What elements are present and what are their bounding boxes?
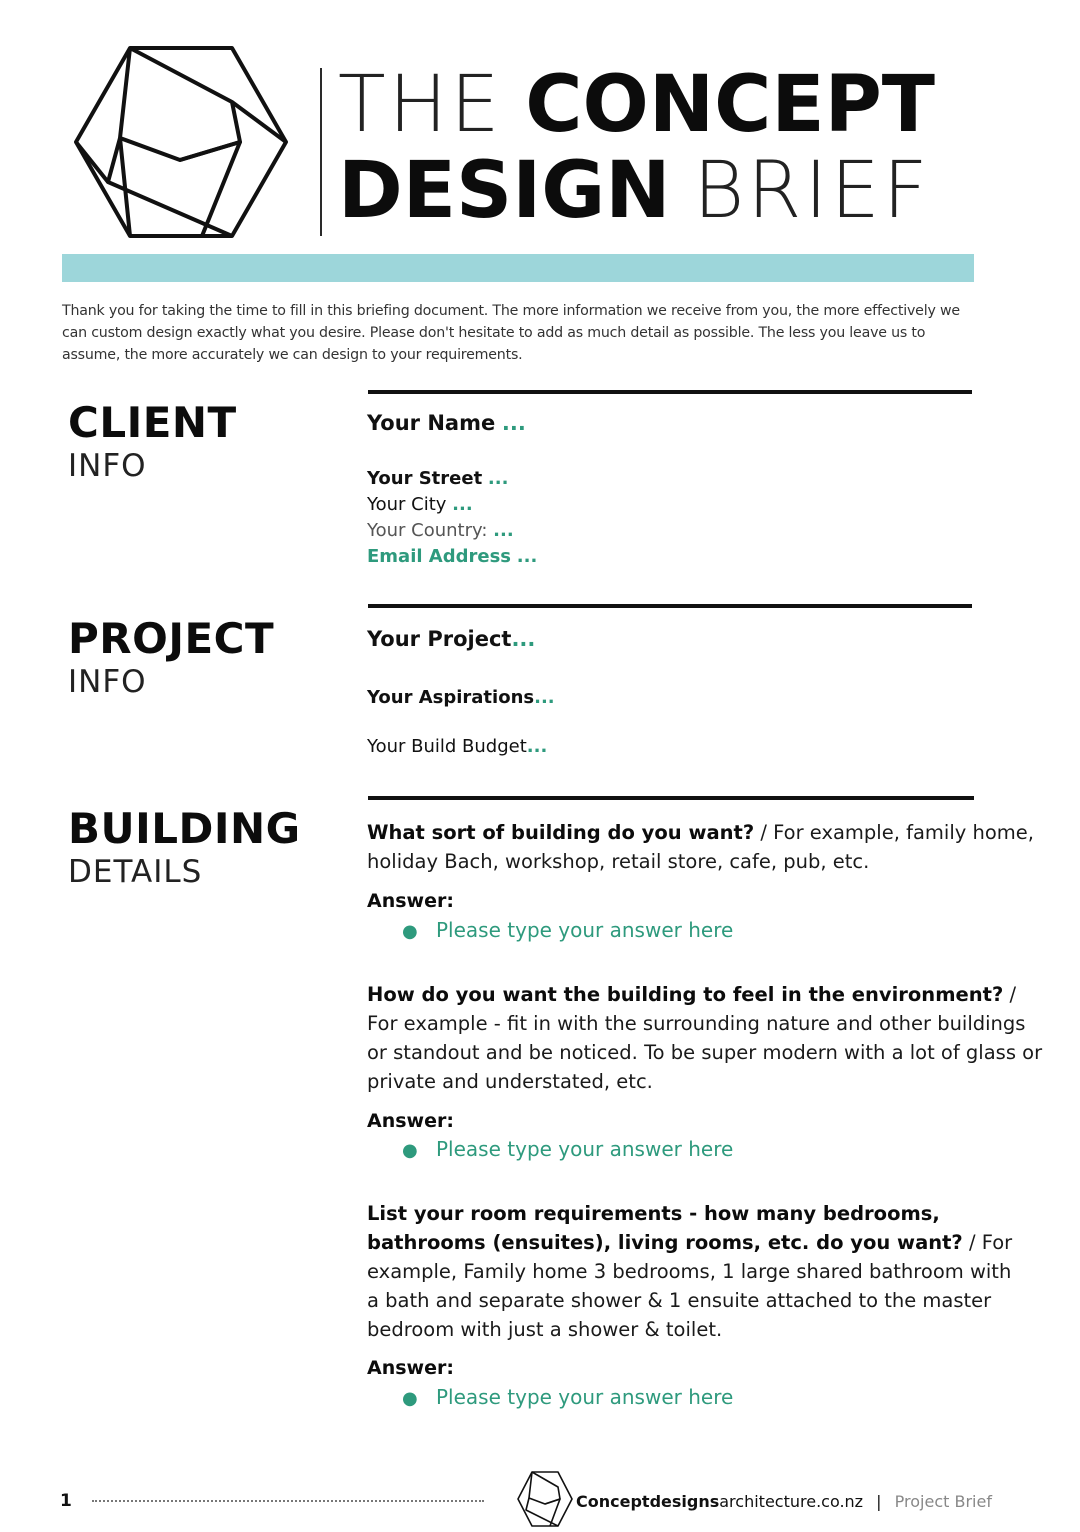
project-dots: ... bbox=[511, 627, 536, 651]
project-info-heading bbox=[68, 614, 274, 700]
project-label: Your Project bbox=[367, 627, 512, 651]
title-word-design: DESIGN bbox=[338, 146, 671, 236]
question-3 bbox=[367, 1199, 1027, 1344]
footer-hexagon-logo-icon bbox=[516, 1470, 574, 1528]
building-subheading: DETAILS bbox=[68, 854, 203, 890]
budget-dots: ... bbox=[526, 736, 548, 757]
answer-3-placeholder: Please type your answer here bbox=[436, 1385, 734, 1409]
project-subheading: INFO bbox=[68, 664, 147, 700]
building-divider bbox=[368, 796, 974, 800]
footer-doc-name: Project Brief bbox=[894, 1492, 992, 1511]
question-3-detail: / For example, Family home 3 bedrooms, 1 large shared bathroom with a bath and separate shower & 1 ensuite attached to the master bedroom with just a shower & toilet. bbox=[367, 1231, 1013, 1341]
client-country-label: Your Country: bbox=[367, 520, 488, 541]
client-street-field[interactable] bbox=[367, 468, 508, 489]
title-word-concept: CONCEPT bbox=[525, 60, 935, 150]
answer-2-placeholder: Please type your answer here bbox=[436, 1137, 734, 1161]
aspirations-label: Your Aspirations bbox=[367, 687, 535, 708]
title-word-brief: BRIEF bbox=[693, 146, 931, 236]
client-info-heading bbox=[68, 398, 237, 484]
building-details-heading bbox=[68, 804, 301, 890]
hexagon-logo-icon bbox=[70, 42, 292, 242]
answer-1-label: Answer: bbox=[367, 890, 454, 912]
client-country-dots: ... bbox=[493, 520, 514, 541]
client-city-field[interactable] bbox=[367, 494, 473, 515]
client-name-dots: ... bbox=[501, 411, 526, 435]
client-name-label: Your Name bbox=[367, 411, 496, 435]
answer-3-field[interactable] bbox=[402, 1385, 733, 1409]
aspirations-dots: ... bbox=[534, 687, 555, 708]
client-divider bbox=[368, 390, 972, 394]
budget-label: Your Build Budget bbox=[367, 736, 527, 757]
title-word-the: THE bbox=[338, 60, 503, 150]
aspirations-field[interactable] bbox=[367, 687, 555, 708]
client-subheading: INFO bbox=[68, 448, 147, 484]
bullet-icon: ● bbox=[402, 921, 418, 942]
client-heading: CLIENT bbox=[68, 398, 237, 447]
page-title-line-2 bbox=[338, 146, 931, 236]
client-email-dots: ... bbox=[516, 546, 538, 567]
project-divider bbox=[368, 604, 972, 608]
answer-2-label: Answer: bbox=[367, 1110, 454, 1132]
footer-separator: | bbox=[876, 1492, 882, 1511]
footer-site-rest: architecture.co.nz bbox=[719, 1492, 864, 1511]
client-name-field[interactable] bbox=[367, 411, 526, 435]
answer-1-placeholder: Please type your answer here bbox=[436, 918, 734, 942]
client-email-field[interactable] bbox=[367, 546, 537, 567]
accent-bar bbox=[62, 254, 974, 282]
page-number: 1 bbox=[60, 1491, 72, 1511]
page-title-line-1 bbox=[338, 60, 935, 150]
question-2-text: How do you want the building to feel in the environment? bbox=[367, 983, 1004, 1006]
question-3-text: List your room requirements - how many bedrooms, bathrooms (ensuites), living rooms, etc. do you want? bbox=[367, 1202, 963, 1254]
answer-3-label: Answer: bbox=[367, 1357, 454, 1379]
budget-field[interactable] bbox=[367, 736, 547, 757]
question-1-text: What sort of building do you want? bbox=[367, 821, 755, 844]
footer-dotted-leader bbox=[92, 1500, 484, 1502]
client-country-field[interactable] bbox=[367, 520, 514, 541]
question-2-detail: / For example - fit in with the surrounding nature and other buildings or standout and be noticed. To be super modern with a lot of glass or private and understated, etc. bbox=[367, 983, 1043, 1093]
client-street-label: Your Street bbox=[367, 468, 483, 489]
client-email-label: Email Address bbox=[367, 546, 512, 567]
answer-2-field[interactable] bbox=[402, 1137, 733, 1161]
building-heading: BUILDING bbox=[68, 804, 301, 853]
project-field[interactable] bbox=[367, 627, 535, 651]
question-1 bbox=[367, 818, 1047, 876]
client-city-label: Your City bbox=[367, 494, 447, 515]
footer-site-bold: Conceptdesigns bbox=[576, 1492, 720, 1511]
client-street-dots: ... bbox=[487, 468, 509, 489]
question-1-detail: / For example, family home, holiday Bach, workshop, retail store, cafe, pub, etc. bbox=[367, 821, 1034, 873]
footer-text bbox=[576, 1492, 992, 1511]
title-divider bbox=[320, 68, 322, 236]
client-city-dots: ... bbox=[452, 494, 473, 515]
bullet-icon: ● bbox=[402, 1140, 418, 1161]
project-heading: PROJECT bbox=[68, 614, 275, 663]
answer-1-field[interactable] bbox=[402, 918, 733, 942]
question-2 bbox=[367, 980, 1047, 1096]
intro-paragraph: Thank you for taking the time to fill in this briefing document. The more information we receive from you, the more effectively we can custom design exactly what you desire. Please don't hesitate to add as much detail as possible. The less you leave us to assume, the more accurately we can design to your requirements. bbox=[62, 303, 960, 363]
bullet-icon: ● bbox=[402, 1388, 418, 1409]
